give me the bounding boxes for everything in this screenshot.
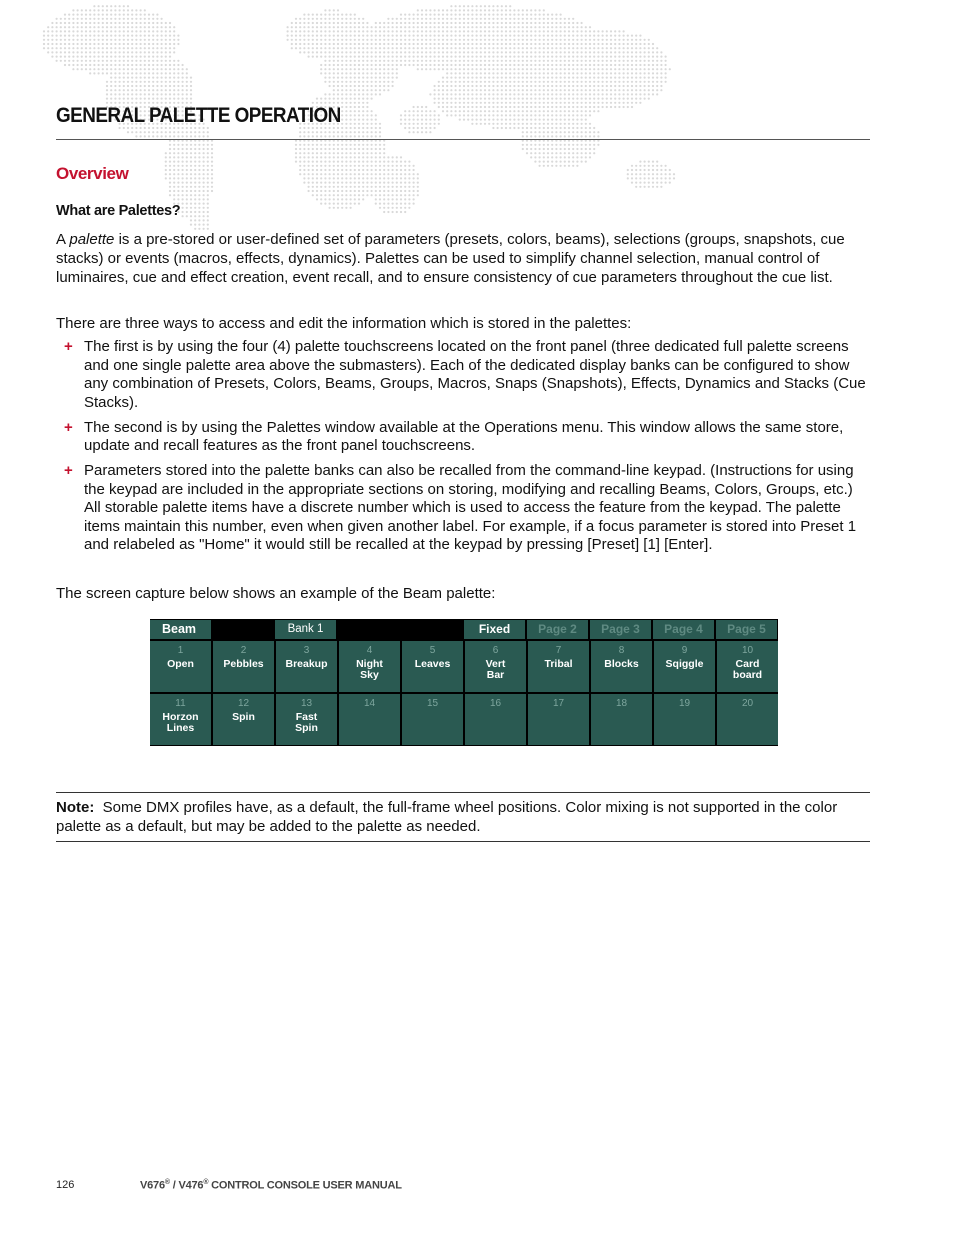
palette-cell-label: Vert	[485, 658, 506, 670]
page-5-button[interactable]: Page 5	[716, 620, 777, 639]
palette-cell-16[interactable]	[465, 694, 526, 745]
palette-cell-14[interactable]	[339, 694, 400, 745]
palette-cell-18[interactable]	[591, 694, 652, 745]
palette-cell-9[interactable]	[654, 641, 715, 692]
intro-rest: is a pre-stored or user-defined set of parameters (presets, colors, beams), selections (groups, snapshots, cue stacks) or events (macros, effects, dynamics). Palettes can be used to simplify channel selection, manual control of luminaires, cue and effect creation, event recall, and to ensure consistency of cue parameters throughout the cue list.	[56, 231, 845, 286]
note-bottom-rule	[56, 841, 870, 842]
palette-title: Beam	[150, 620, 211, 639]
palette-cell-4[interactable]	[339, 641, 400, 692]
footer-model-1: V676	[140, 1179, 165, 1192]
note-top-rule	[56, 792, 870, 793]
palette-cell-number: 18	[615, 698, 628, 709]
palette-cell-1[interactable]	[150, 641, 211, 692]
palette-cell-label: Fast	[295, 711, 318, 723]
ways-intro: There are three ways to access and edit the information which is stored in the palettes:	[56, 315, 632, 332]
palette-cell-number: 6	[492, 645, 499, 656]
note-label: Note:	[56, 799, 95, 816]
list-item-text: The second is by using the Palettes window available at the	[84, 418, 485, 436]
palette-cell-label: Pebbles	[223, 658, 264, 670]
page-2-button[interactable]: Page 2	[527, 620, 588, 639]
footer-reg-2: ®	[203, 1179, 209, 1186]
palette-cell-17[interactable]	[528, 694, 589, 745]
palette-cell-number: 15	[426, 698, 439, 709]
palette-cell-8[interactable]	[591, 641, 652, 692]
capture-intro: The screen capture below shows an example of the Beam palette:	[56, 585, 496, 602]
operations-menu-ref: Operations	[484, 418, 558, 436]
palette-cell-11[interactable]	[150, 694, 211, 745]
palette-cell-label: Blocks	[604, 658, 639, 670]
note	[56, 798, 870, 836]
list-item	[56, 462, 870, 555]
palette-cell-number: 13	[300, 698, 313, 709]
palette-cell-7[interactable]	[528, 641, 589, 692]
page-4-button[interactable]: Page 4	[653, 620, 714, 639]
palette-cell-number: 12	[237, 698, 250, 709]
palette-cell-10[interactable]	[717, 641, 778, 692]
palette-cell-19[interactable]	[654, 694, 715, 745]
palette-cell-label: Horzon	[162, 711, 199, 723]
palette-cell-label: Breakup	[285, 658, 328, 670]
list-item	[56, 338, 870, 412]
footer-reg-1: ®	[164, 1179, 170, 1186]
plus-icon: +	[64, 418, 73, 436]
palette-cell-number: 3	[303, 645, 310, 656]
palette-cell-number: 14	[363, 698, 376, 709]
plus-icon: +	[64, 338, 73, 355]
palette-cell-13[interactable]	[276, 694, 337, 745]
subsection-title: Overview	[56, 164, 129, 183]
palette-cell-number: 17	[552, 698, 565, 709]
title-rule	[56, 139, 870, 140]
palette-cell-label-line2: Spin	[295, 722, 318, 734]
page-3-button[interactable]: Page 3	[590, 620, 651, 639]
intro-term: palette	[69, 231, 115, 248]
palette-cell-5[interactable]	[402, 641, 463, 692]
palette-cell-number: 11	[175, 698, 186, 709]
list-item	[56, 419, 870, 456]
palette-cell-label-line2: Lines	[166, 722, 195, 734]
palette-cell-number: 5	[429, 645, 436, 656]
palette-cell-label-line2: Sky	[360, 669, 379, 681]
page-number: 126	[56, 1179, 75, 1191]
intro-paragraph	[56, 230, 870, 287]
subsubsection-title: What are Palettes?	[56, 203, 181, 219]
palette-cell-label-line2: Bar	[486, 669, 505, 681]
palette-cell-label: Sqiggle	[665, 658, 704, 670]
palette-cell-label: Open	[167, 658, 194, 670]
list-item-text: menu. This window allows the same store, update and recall features as the front panel touchscreens.	[84, 418, 844, 454]
plus-icon: +	[64, 462, 73, 479]
section-title: GENERAL PALETTE OPERATION	[56, 104, 341, 127]
palette-cell-15[interactable]	[402, 694, 463, 745]
palette-cell-number: 7	[555, 645, 562, 656]
palette-cell-number: 19	[678, 698, 691, 709]
palette-cell-number: 2	[240, 645, 247, 656]
palette-cell-number: 10	[741, 645, 754, 656]
list-item-text: The first is by using the four (4) palette touchscreens located on the front panel (three dedicated full palette screens and one single palette area above the submasters). Each of the dedicated display banks can be configured to show any combination of Presets, Colors, Beams, Groups, Macros, Snaps (Snapshots), Effects, Dynamics and Stacks (Cue Stacks).	[84, 338, 866, 411]
palette-cell-12[interactable]	[213, 694, 274, 745]
palette-cell-label: Spin	[232, 711, 255, 723]
palette-cell-label: Leaves	[414, 658, 451, 670]
bank-button[interactable]: Bank 1	[275, 620, 336, 639]
footer-model-2: V476	[178, 1179, 204, 1192]
fixed-button[interactable]: Fixed	[464, 620, 525, 639]
footer-separator: /	[169, 1179, 179, 1192]
palette-cell-label: Tribal	[544, 658, 573, 670]
beam-palette-screenshot	[150, 619, 778, 746]
palette-cell-label-line2: board	[732, 669, 763, 681]
palette-cell-label: Night	[356, 658, 383, 670]
palette-cell-6[interactable]	[465, 641, 526, 692]
palette-cell-number: 16	[489, 698, 502, 709]
palette-cell-20[interactable]	[717, 694, 778, 745]
palette-cell-number: 1	[177, 645, 184, 656]
ways-list	[56, 338, 870, 561]
palette-cell-number: 8	[618, 645, 625, 656]
palette-cell-number: 9	[681, 645, 688, 656]
palette-cell-2[interactable]	[213, 641, 274, 692]
footer-title-text: CONTROL CONSOLE USER MANUAL	[208, 1179, 402, 1192]
note-text: Some DMX profiles have, as a default, the full-frame wheel positions. Color mixing is not supported in the color palette as a default, but may be added to the palette as needed.	[56, 799, 838, 835]
intro-prefix: A	[56, 231, 70, 248]
palette-cell-label: Card	[735, 658, 760, 670]
palette-cell-number: 4	[366, 645, 373, 656]
palette-cell-3[interactable]	[276, 641, 337, 692]
list-item-text: Parameters stored into the palette banks can also be recalled from the command-line keypad. (Instructions for using the keypad are included in the appropriate sections on storing, modifying and recalling Beams, Colors, Groups, etc.) All storable palette items have a discrete number which is used to access the feature from the keypad. The palette items maintain this number, even when given another label. For example, if a focus parameter is stored into Preset 1 and relabeled as "Home" it would still be recalled at the keypad by pressing [Preset] [1] [Enter].	[84, 462, 857, 553]
palette-cell-number: 20	[741, 698, 754, 709]
footer-manual-title	[140, 1179, 402, 1192]
